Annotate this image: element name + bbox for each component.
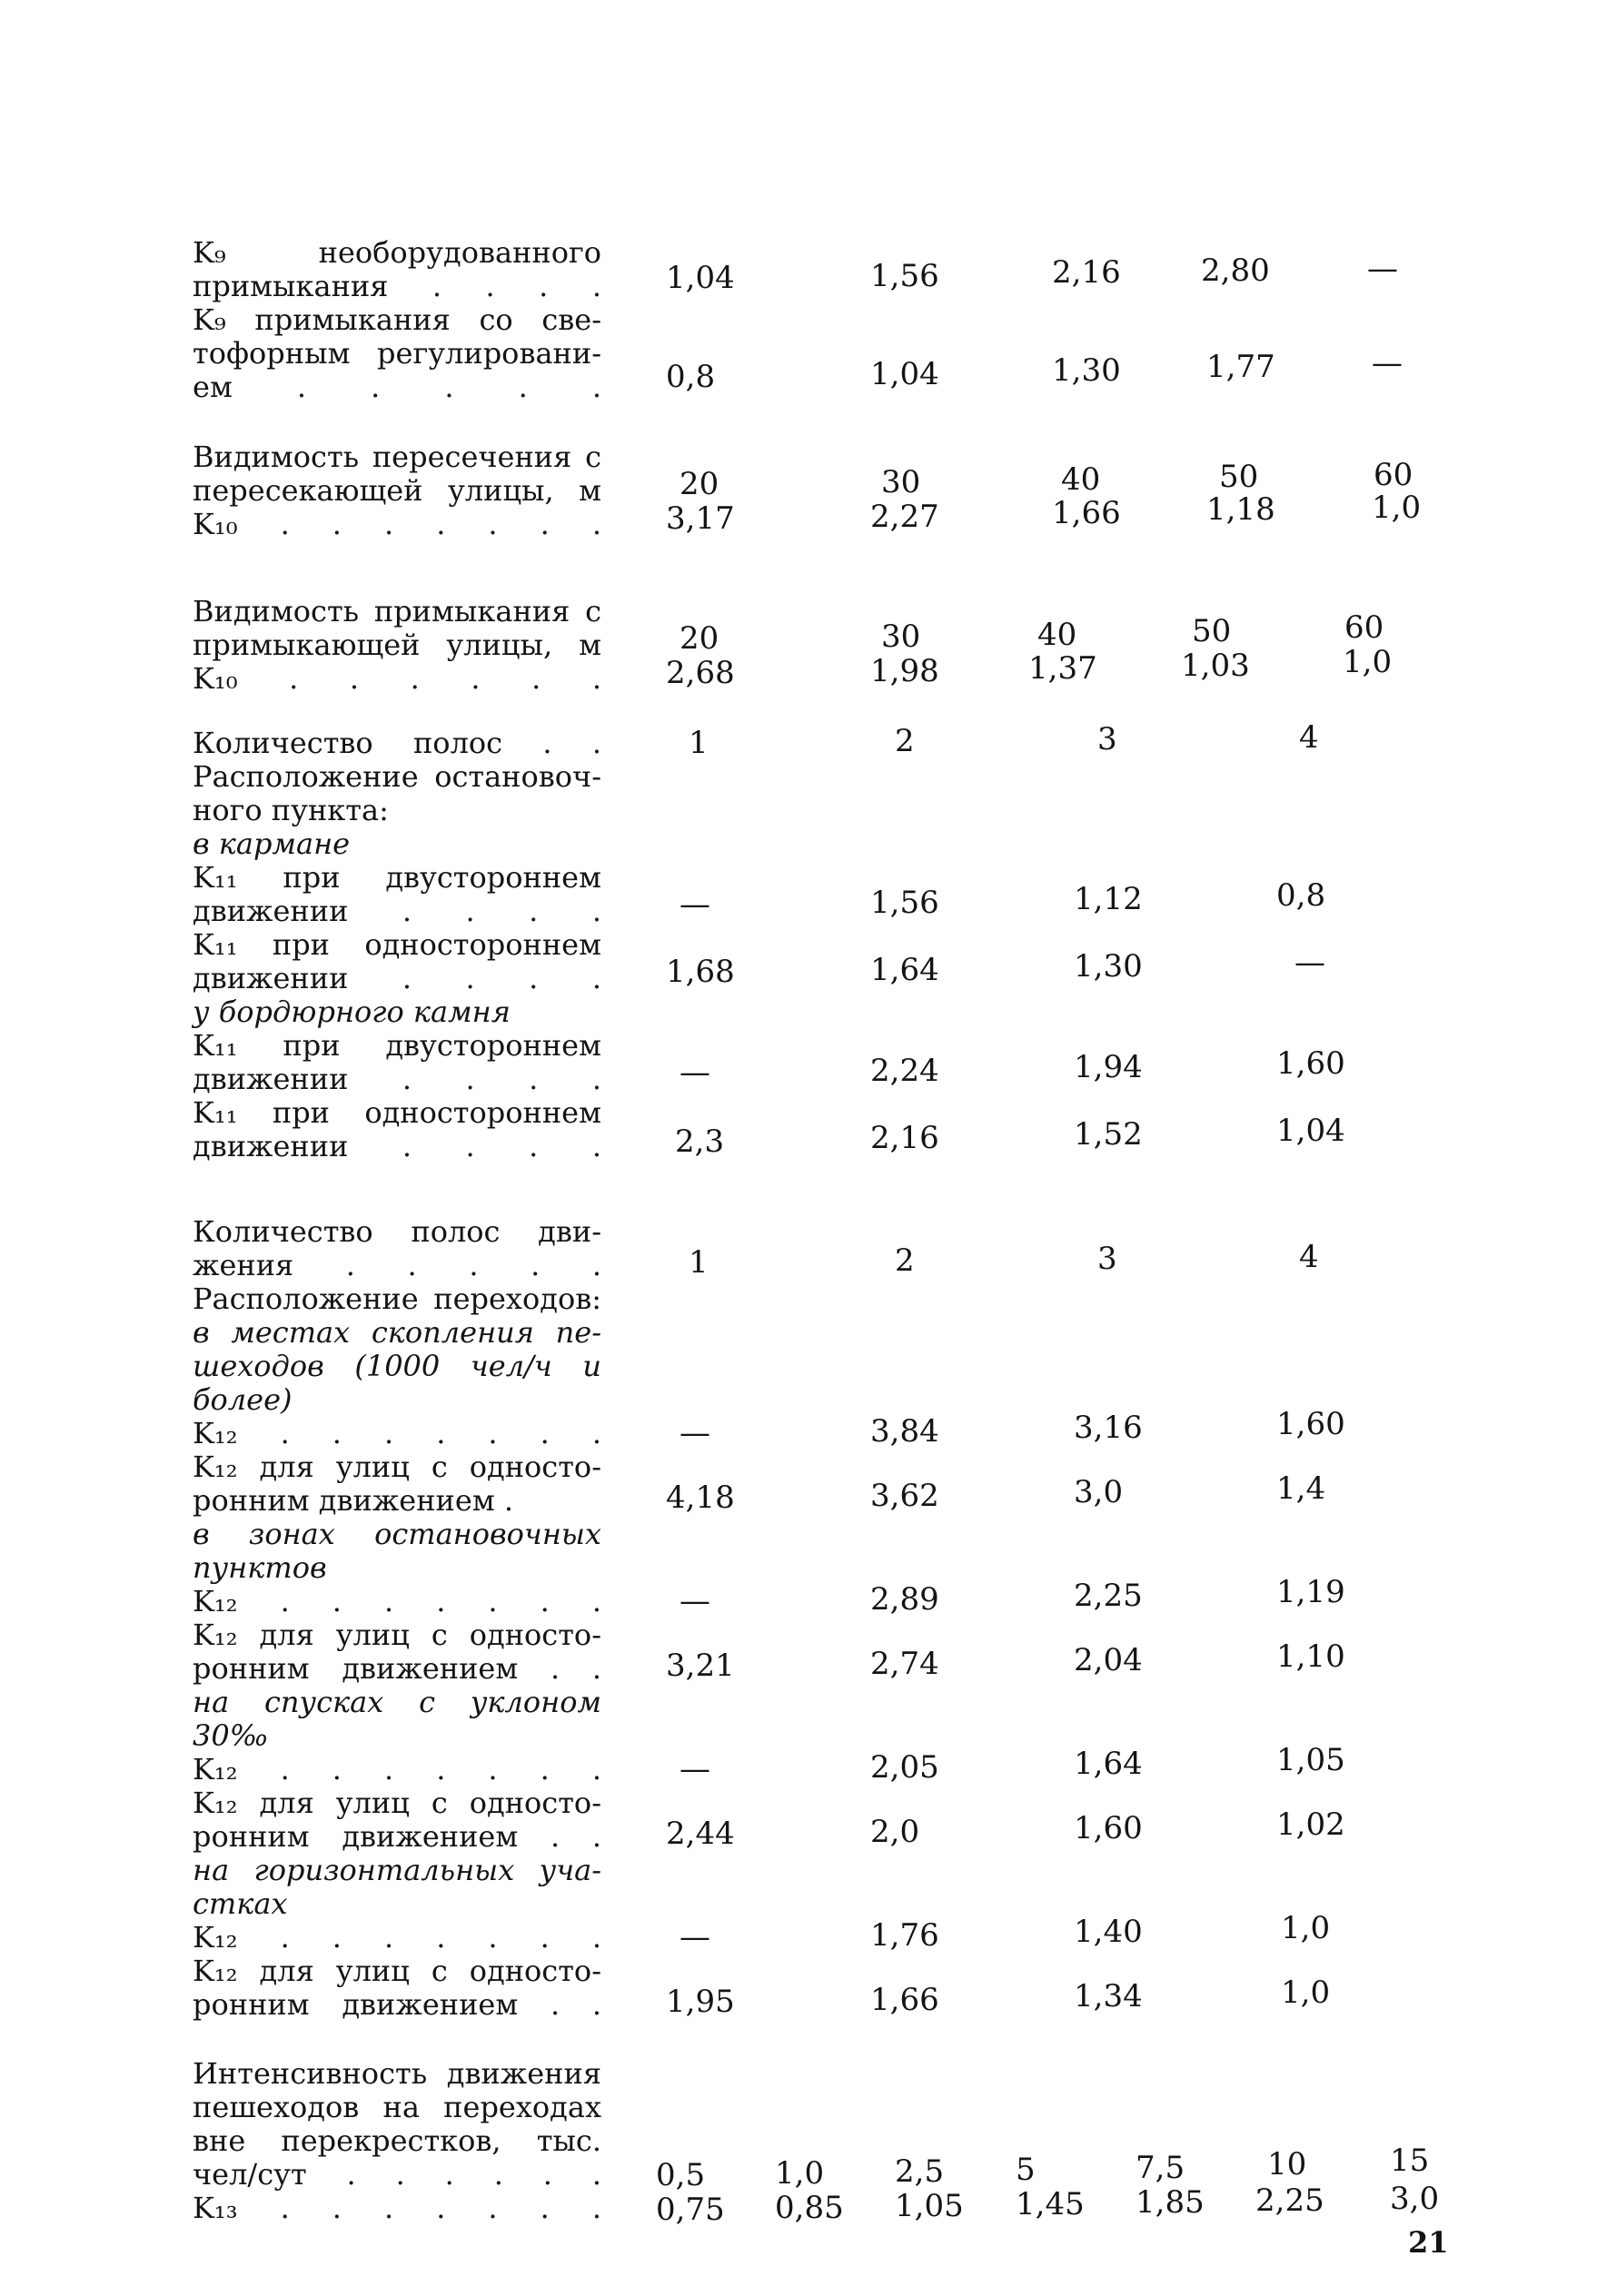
cell-value: 30 [881, 619, 921, 655]
cell-value: 2,89 [870, 1581, 939, 1618]
page-number: 21 [1408, 2225, 1449, 2260]
row-label: K₁₁ при двустороннем движении . . . . [193, 1028, 601, 1096]
cell-value: 1,0 [1281, 1910, 1331, 1946]
cell-value: 1,05 [1276, 1742, 1345, 1778]
cell-value: 50 [1219, 459, 1259, 495]
cell-value: 0,8 [1276, 877, 1326, 914]
cell-value: 1,95 [666, 1984, 735, 2020]
row-label: Интенсивность движения пешеходов на переходах вне перекрестков, тыс. чел/сут . . . . . . [193, 2056, 601, 2192]
row-label: Количество полос дви- жения . . . . . [193, 1214, 601, 1282]
cell-value: 30 [881, 464, 921, 500]
cell-value: 1,94 [1074, 1049, 1143, 1085]
cell-value: 0,75 [656, 2192, 725, 2228]
cell-value: 1,76 [870, 1917, 939, 1954]
cell-value: 1,60 [1276, 1045, 1345, 1082]
row-label: K₁₂ для улиц с односто- ронним движением . . [193, 1786, 601, 1854]
cell-value: 3,0 [1074, 1474, 1124, 1510]
cell-value: 2,80 [1201, 252, 1270, 289]
cell-value: 1,04 [666, 260, 735, 296]
cell-value: 1,60 [1074, 1810, 1143, 1846]
row-label: в кармане [193, 826, 351, 861]
cell-value: 2 [895, 1242, 915, 1279]
row-label: Расположение переходов: [193, 1282, 601, 1316]
cell-value: 1,0 [1372, 490, 1422, 526]
row-label: на горизонтальных уча- стках [193, 1853, 601, 1921]
cell-value: 1,03 [1181, 648, 1250, 684]
cell-value: 1,66 [870, 1982, 939, 2018]
cell-value: 60 [1344, 609, 1384, 646]
cell-value: 60 [1374, 457, 1413, 493]
row-label: Видимость примыкания с примыкающей улицы, м K₁₀ . . . . . . [193, 594, 601, 696]
cell-value: 2,16 [1052, 254, 1121, 291]
cell-value: 20 [679, 620, 719, 657]
cell-value: 1,12 [1074, 881, 1143, 917]
cell-value: 3,16 [1074, 1410, 1143, 1446]
cell-value: 1,4 [1276, 1470, 1326, 1507]
cell-value: 3 [1097, 721, 1117, 757]
cell-value: — [1372, 345, 1403, 381]
row-label: Расположение остановоч- ного пункта: [193, 759, 601, 827]
cell-value: — [679, 1583, 710, 1619]
cell-value: 10 [1267, 2146, 1307, 2182]
cell-value: 0,5 [656, 2157, 706, 2193]
cell-value: 1,56 [870, 258, 939, 294]
cell-value: 4 [1299, 719, 1319, 756]
row-label: K₁₂ . . . . . . . [193, 1752, 601, 1786]
cell-value: 2,68 [666, 655, 735, 691]
cell-value: 3 [1097, 1241, 1117, 1277]
cell-value: 3,84 [870, 1413, 939, 1450]
cell-value: 2,25 [1255, 2182, 1324, 2219]
cell-value: 7,5 [1136, 2150, 1185, 2186]
cell-value: 1,56 [870, 885, 939, 921]
row-label: на спусках с уклоном 30‰ [193, 1685, 601, 1753]
row-label: Количество полос . . [193, 726, 601, 760]
cell-value: 40 [1061, 461, 1101, 498]
row-label: K₁₁ при одностороннем движении . . . . [193, 927, 601, 995]
cell-value: 1,30 [1074, 948, 1143, 985]
cell-value: — [679, 1054, 710, 1091]
cell-value: 1,37 [1028, 650, 1097, 687]
cell-value: — [679, 1919, 710, 1955]
row-label: K₁₂ для улиц с односто- ронним движением . [193, 1450, 601, 1518]
cell-value: 1,30 [1052, 352, 1121, 389]
cell-value: 1,0 [1281, 1974, 1331, 2011]
cell-value: — [679, 886, 710, 923]
row-label: K₁₂ . . . . . . . [193, 1416, 601, 1450]
cell-value: 40 [1037, 617, 1077, 653]
row-label: K₉ примыкания со све- тофорным регулировани- ем . . . . . [193, 302, 601, 404]
row-label: в зонах остановочных пунктов [193, 1517, 601, 1585]
cell-value: 1,19 [1276, 1574, 1345, 1610]
cell-value: 1,64 [870, 952, 939, 988]
row-label: K₁₃ . . . . . . . [193, 2191, 601, 2225]
cell-value: 2,44 [666, 1816, 735, 1852]
cell-value: — [1294, 945, 1325, 981]
cell-value: 0,8 [666, 359, 716, 395]
cell-value: — [1367, 251, 1398, 287]
cell-value: 50 [1192, 613, 1232, 649]
cell-value: 1,34 [1074, 1978, 1143, 2014]
row-label: K₉ необорудованного примыкания . . . . [193, 235, 601, 303]
cell-value: 1,05 [895, 2188, 964, 2224]
row-label: K₁₂ для улиц с односто- ронним движением . . [193, 1618, 601, 1686]
row-label: K₁₂ для улиц с односто- ронним движением . . [193, 1954, 601, 2022]
cell-value: 2,74 [870, 1646, 939, 1682]
cell-value: 2,24 [870, 1053, 939, 1089]
row-label: Видимость пересечения с пересекающей улицы, м K₁₀ . . . . . . . [193, 440, 601, 541]
cell-value: 15 [1390, 2143, 1430, 2179]
cell-value: 2,3 [675, 1123, 725, 1160]
cell-value: 1,45 [1016, 2186, 1085, 2222]
cell-value: 1,04 [1276, 1113, 1345, 1149]
cell-value: 3,0 [1390, 2181, 1440, 2217]
cell-value: 1 [689, 1244, 709, 1281]
row-label: K₁₁ при одностороннем движении . . . . [193, 1095, 601, 1163]
row-label: K₁₁ при двустороннем движении . . . . [193, 860, 601, 928]
cell-value: — [679, 1415, 710, 1451]
cell-value: 4,18 [666, 1480, 735, 1516]
cell-value: 1,0 [1343, 644, 1393, 680]
cell-value: 1,77 [1206, 349, 1275, 385]
row-label: у бордюрного камня [193, 995, 511, 1029]
cell-value: 2,27 [870, 499, 939, 535]
cell-value: — [679, 1751, 710, 1787]
cell-value: 1,68 [666, 954, 735, 990]
cell-value: 1,10 [1276, 1638, 1345, 1675]
cell-value: 1,98 [870, 653, 939, 689]
cell-value: 2,0 [870, 1814, 920, 1850]
cell-value: 1,66 [1052, 495, 1121, 531]
cell-value: 2,04 [1074, 1642, 1143, 1678]
cell-value: 5 [1016, 2152, 1036, 2188]
cell-value: 1,85 [1136, 2184, 1205, 2221]
cell-value: 2,16 [870, 1120, 939, 1156]
cell-value: 1,02 [1276, 1806, 1345, 1843]
cell-value: 3,62 [870, 1478, 939, 1514]
cell-value: 1,04 [870, 356, 939, 392]
cell-value: 1,0 [775, 2155, 825, 2192]
row-label: K₁₂ . . . . . . . [193, 1584, 601, 1618]
cell-value: 2,05 [870, 1749, 939, 1786]
cell-value: 2 [895, 723, 915, 759]
cell-value: 1,52 [1074, 1116, 1143, 1153]
cell-value: 20 [679, 466, 719, 502]
cell-value: 1,18 [1206, 491, 1275, 528]
cell-value: 1,40 [1074, 1914, 1143, 1950]
cell-value: 0,85 [775, 2190, 844, 2226]
cell-value: 3,17 [666, 500, 735, 537]
cell-value: 1 [689, 725, 709, 761]
cell-value: 4 [1299, 1239, 1319, 1275]
row-label: в местах скопления пе- шеходов (1000 чел/ч и более) [193, 1315, 601, 1417]
row-label: K₁₂ . . . . . . . [193, 1920, 601, 1955]
cell-value: 2,5 [895, 2153, 945, 2190]
cell-value: 1,64 [1074, 1746, 1143, 1782]
cell-value: 1,60 [1276, 1406, 1345, 1442]
cell-value: 3,21 [666, 1648, 735, 1684]
cell-value: 2,25 [1074, 1578, 1143, 1614]
